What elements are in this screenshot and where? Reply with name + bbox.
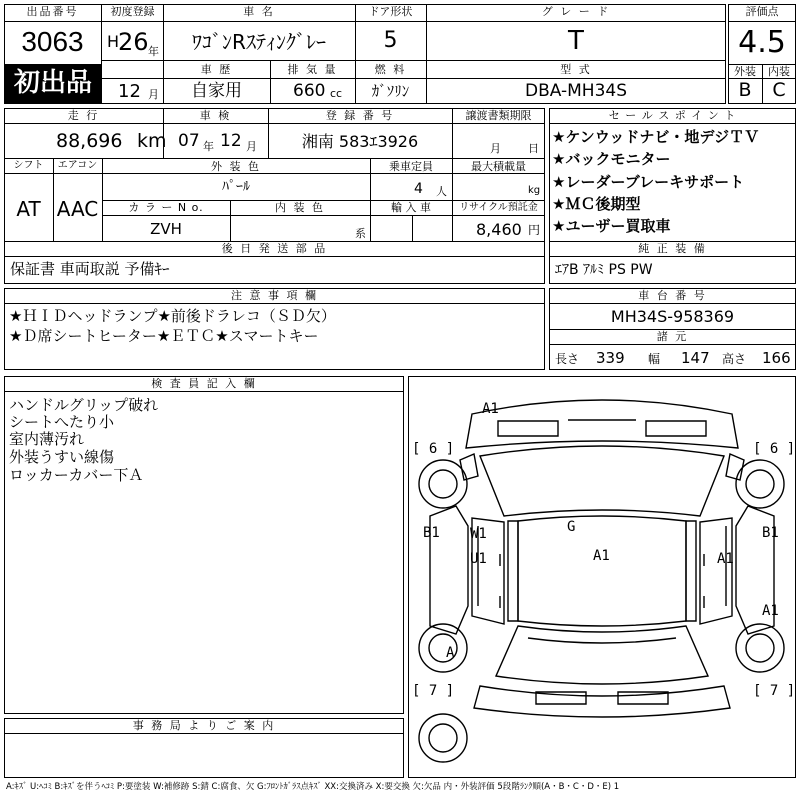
car-name: ﾜｺﾞﾝRｽﾃｨﾝｸﾞﾚｰ	[192, 30, 326, 54]
selling-point-4: ★ＭＣ後期型	[552, 195, 641, 213]
dimensions-label: 諸 元	[656, 330, 689, 343]
office-label: 事 務 局 よ り ご 案 内	[132, 719, 276, 732]
height: 166	[762, 349, 791, 367]
transfer-deadline-label: 譲渡書類期限	[465, 109, 532, 122]
tire-rear-left: [ 7 ]	[412, 683, 455, 699]
damage-mark-a-rear: A	[446, 645, 455, 661]
damage-mark-b1-right: B1	[762, 525, 779, 541]
later-parts: 保証書 車両取説 予備ｷｰ	[10, 260, 170, 278]
month-unit: 月	[148, 88, 159, 101]
color-number-label: カ ラ ー N o.	[128, 201, 204, 214]
displacement-label: 排 気 量	[287, 63, 338, 76]
grade-label: グ レ ー ド	[541, 5, 611, 18]
first-listing-text: 初出品	[13, 68, 92, 98]
mileage: 88,696	[56, 130, 123, 152]
exterior-grade: B	[738, 79, 752, 101]
notes-line-2: ★Ｄ席シートヒーター★ＥＴＣ★スマートキー	[9, 327, 319, 345]
selling-point-1: ★ケンウッドナビ・地デジＴＶ	[552, 128, 760, 146]
selling-point-2: ★バックモニター	[552, 150, 671, 168]
selling-point-5: ★ユーザー買取車	[552, 217, 671, 235]
transfer-month-unit: 月	[490, 142, 501, 155]
displacement: 660	[293, 81, 326, 101]
legend: A:ｷｽﾞ U:ﾍｺﾐ B:ｷｽﾞを伴うﾍｺﾐ P:要塗装 W:補修跡 S:錆 C:腐食、欠 G:ﾌﾛﾝﾄｶﾞﾗｽ点ｷｽﾞ XX:交換済み X:要交換 欠:欠品 内・外装評価 5段階ﾗﾝｸ順(A・B・C・D・E) 1	[6, 782, 620, 792]
damage-mark-g: G	[567, 519, 576, 535]
mileage-label: 走 行	[67, 109, 100, 122]
first-reg-month: 12	[118, 81, 141, 102]
displacement-unit: cc	[330, 87, 343, 100]
tire-rear-right: [ 7 ]	[753, 683, 796, 699]
max-load-unit: kg	[528, 185, 541, 196]
inspector-line-3: 室内薄汚れ	[9, 430, 85, 448]
history: 自家用	[191, 81, 242, 101]
capacity-label: 乗車定員	[389, 160, 433, 173]
genuine-equipment: ｴｱB ｱﾙﾐ PS PW	[555, 262, 653, 278]
recycle-fee: 8,460	[476, 220, 522, 239]
width-label: 幅	[648, 352, 661, 366]
tire-front-left: [ 6 ]	[412, 441, 455, 457]
notes-label: 注 意 事 項 欄	[231, 289, 318, 302]
recycle-label: リサイクル預託金	[459, 202, 538, 213]
shift: AT	[16, 197, 41, 221]
damage-mark-a1-right: A1	[717, 551, 734, 567]
model-label: 型 式	[560, 63, 592, 76]
length-label: 長さ	[555, 352, 580, 366]
first-reg-year: 26	[118, 28, 149, 56]
color-number: ZVH	[150, 220, 182, 238]
mileage-unit: km	[137, 130, 167, 152]
chassis-number: MH34S-958369	[610, 307, 735, 326]
inspection-year-unit: 年	[203, 140, 214, 153]
damage-mark-b1-left: B1	[423, 525, 440, 541]
inspector-line-4: 外装うすい線傷	[9, 448, 115, 466]
transfer-day-unit: 日	[528, 142, 539, 155]
damage-mark-a1-front: A1	[482, 401, 499, 417]
later-parts-label: 後 日 発 送 部 品	[221, 242, 328, 255]
first-registration-label: 初度登録	[110, 5, 155, 18]
door-count: 5	[383, 28, 398, 53]
notes-line-1: ★ＨＩＤヘッドランプ★前後ドラレコ（ＳＤ欠）	[9, 307, 336, 325]
tire-front-right: [ 6 ]	[753, 441, 796, 457]
inspector-line-5: ロッカーカバー下Ａ	[9, 466, 144, 484]
selling-points-label: セ ー ル ス ポ イ ン ト	[608, 109, 737, 122]
damage-mark-u1: U1	[470, 551, 487, 567]
capacity: 4	[414, 181, 423, 197]
model: DBA-MH34S	[524, 81, 628, 101]
lot-number: 3063	[21, 26, 84, 57]
shift-label: シフト	[13, 160, 44, 171]
import-label: 輸 入 車	[391, 201, 431, 214]
height-label: 高さ	[722, 352, 747, 366]
exterior-color: ﾊﾟｰﾙ	[222, 179, 250, 195]
length: 339	[596, 349, 625, 367]
history-label: 車 歴	[200, 63, 233, 76]
inspector-label: 検 査 員 記 入 欄	[151, 377, 257, 390]
recycle-unit: 円	[528, 223, 541, 237]
inspector-line-1: ハンドルグリップ破れ	[9, 396, 159, 414]
selling-point-3: ★レーダーブレーキサポート	[552, 173, 745, 191]
genuine-equipment-label: 純 正 装 備	[638, 242, 707, 255]
year-unit: 年	[148, 45, 159, 58]
score: 4.5	[738, 25, 786, 60]
inspection-month-unit: 月	[246, 140, 257, 153]
era: H	[107, 32, 120, 51]
damage-mark-a1-right-lower: A1	[762, 603, 779, 619]
inspection-label: 車 検	[199, 109, 232, 122]
exterior-label: 外装	[734, 65, 756, 78]
damage-mark-a1-roof: A1	[593, 548, 610, 564]
interior-color-label: 内 装 色	[275, 201, 325, 214]
interior-grade: C	[772, 79, 786, 101]
plate-label: 登 録 番 号	[325, 109, 395, 122]
lot-number-label: 出品番号	[26, 5, 79, 18]
ac: AAC	[56, 197, 99, 221]
chassis-number-label: 車 台 番 号	[638, 289, 707, 302]
fuel: ｶﾞｿﾘﾝ	[371, 82, 410, 100]
score-label: 評価点	[745, 5, 779, 18]
damage-mark-w1: W1	[470, 526, 487, 542]
inspector-line-2: シートへたり小	[9, 413, 115, 431]
fuel-label: 燃 料	[374, 63, 407, 76]
car-name-label: 車 名	[243, 5, 275, 18]
ac-label: エアコン	[57, 160, 98, 171]
exterior-color-label: 外 装 色	[211, 160, 261, 173]
max-load-label: 最大積載量	[471, 160, 526, 173]
grade: T	[568, 26, 584, 56]
capacity-unit: 人	[436, 185, 447, 198]
inspection-month: 12	[220, 131, 242, 151]
inspection-year: 07	[178, 131, 200, 151]
interior-label: 内装	[768, 65, 790, 78]
car-outline-diagram	[408, 376, 796, 778]
interior-color-unit: 系	[355, 227, 366, 240]
plate-number: 湘南 583ｴ3926	[301, 132, 419, 151]
width: 147	[681, 349, 710, 367]
door-label: ドア形状	[368, 5, 413, 18]
